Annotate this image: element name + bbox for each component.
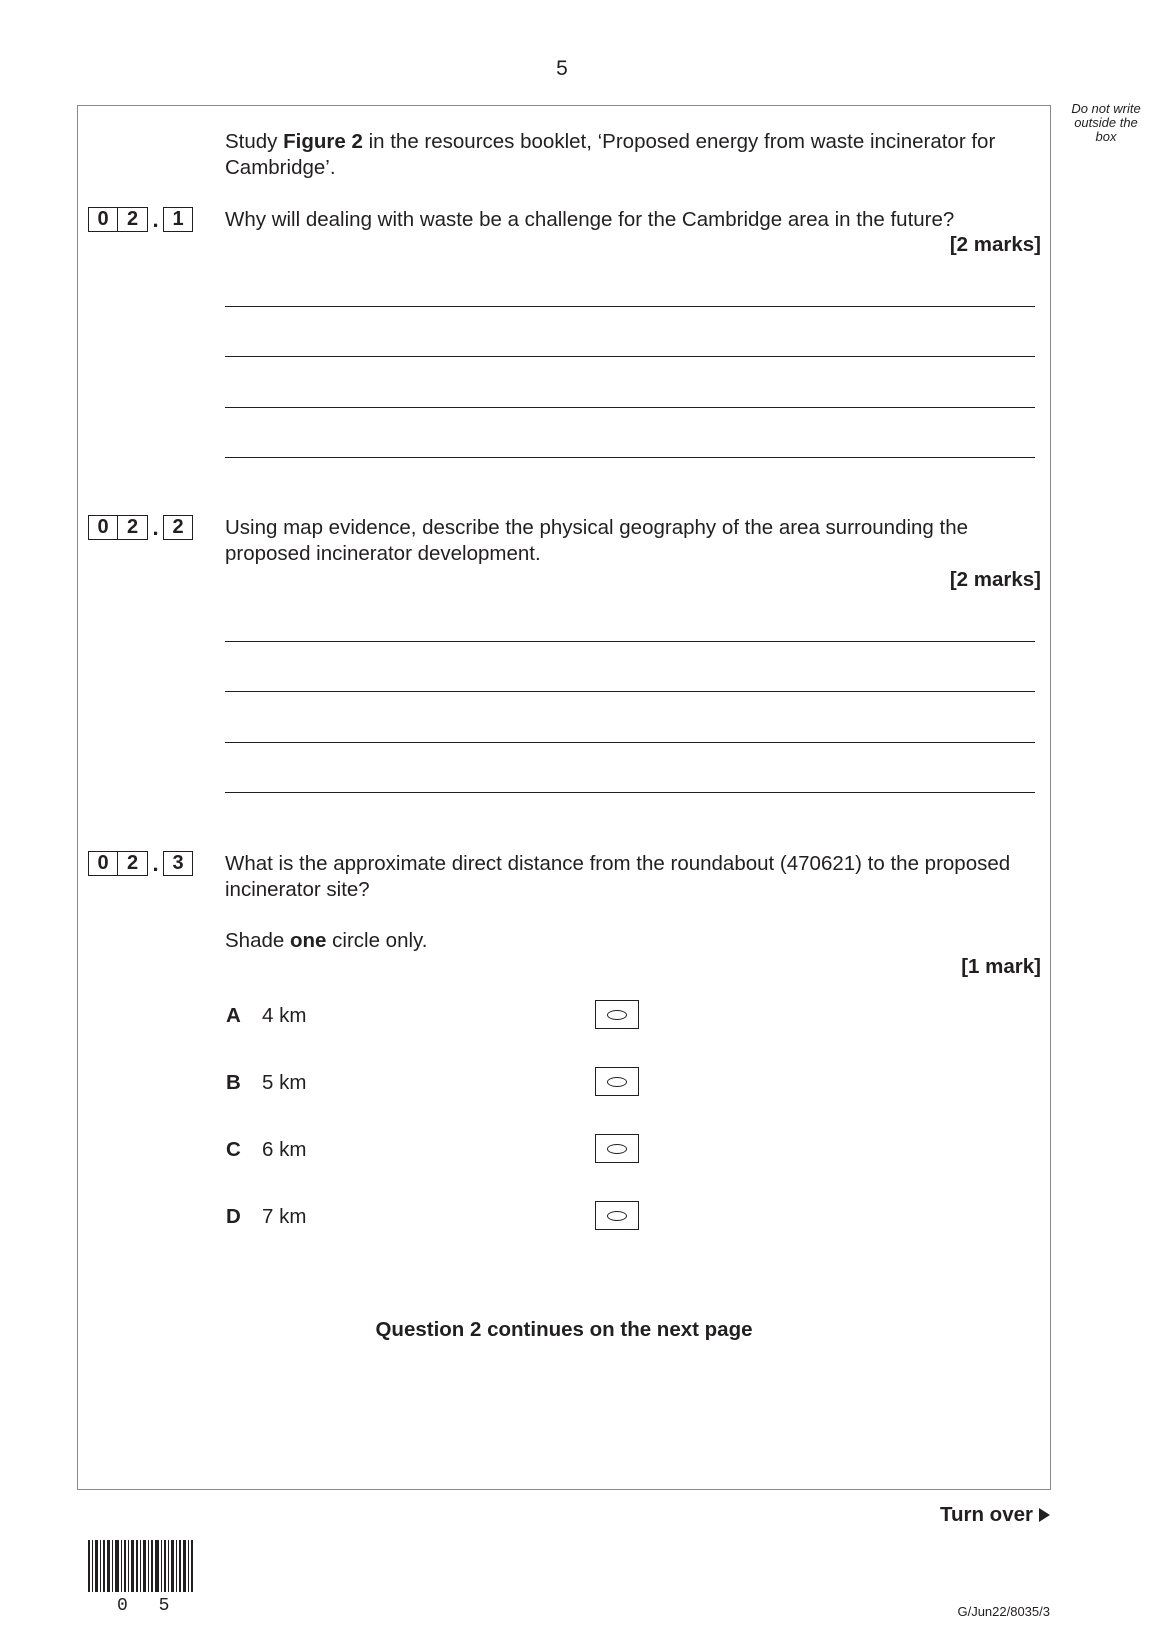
option-text-b: 5 km <box>262 1071 307 1094</box>
circle-icon <box>607 1144 627 1154</box>
question-number-02-1: 0 2 . 1 <box>88 206 193 233</box>
footer-code: G/Jun22/8035/3 <box>957 1604 1050 1619</box>
barcode <box>88 1540 194 1594</box>
question-text-02-2: Using map evidence, describe the physical geography of the area surrounding the proposed incinerator development. <box>225 516 969 565</box>
circle-icon <box>607 1077 627 1087</box>
question-number-02-2: 0 2 . 2 <box>88 514 193 541</box>
option-letter-d: D <box>226 1205 241 1228</box>
option-circle-c[interactable] <box>595 1134 639 1163</box>
continues-note: Question 2 continues on the next page <box>375 1318 753 1341</box>
circle-icon <box>607 1211 627 1221</box>
option-circle-a[interactable] <box>595 1000 639 1029</box>
shade-instruction: Shade one circle only. <box>225 929 428 952</box>
answer-line[interactable] <box>225 356 1035 357</box>
answer-line[interactable] <box>225 641 1035 642</box>
option-circle-d[interactable] <box>595 1201 639 1230</box>
question-number-02-3: 0 2 . 3 <box>88 850 193 877</box>
answer-line[interactable] <box>225 457 1035 458</box>
answer-line[interactable] <box>225 407 1035 408</box>
marks-02-1: [2 marks] <box>949 233 1041 256</box>
option-circle-b[interactable] <box>595 1067 639 1096</box>
turn-over: Turn over <box>940 1503 1050 1527</box>
answer-line[interactable] <box>225 306 1035 307</box>
figure-reference: Figure 2 <box>283 130 363 153</box>
circle-icon <box>607 1010 627 1020</box>
option-letter-c: C <box>226 1138 241 1161</box>
question-text-02-3: What is the approximate direct distance from the roundabout (470621) to the proposed incinerator site? <box>225 852 1011 901</box>
triangle-right-icon <box>1039 1508 1050 1522</box>
option-text-c: 6 km <box>262 1138 307 1161</box>
page-number: 5 <box>556 57 568 80</box>
option-letter-b: B <box>226 1071 241 1094</box>
answer-line[interactable] <box>225 691 1035 692</box>
option-text-d: 7 km <box>262 1205 307 1228</box>
barcode-digits: 0 5 <box>117 1596 180 1616</box>
option-letter-a: A <box>226 1004 241 1027</box>
answer-frame <box>77 105 1051 1490</box>
answer-line[interactable] <box>225 742 1035 743</box>
marks-02-2: [2 marks] <box>949 568 1041 591</box>
answer-line[interactable] <box>225 792 1035 793</box>
question-text-02-1: Why will dealing with waste be a challenge for the Cambridge area in the future? <box>225 208 955 231</box>
option-text-a: 4 km <box>262 1004 307 1027</box>
marks-02-3: [1 mark] <box>961 955 1041 978</box>
intro-text: Study Figure 2 in the resources booklet, ‘Proposed energy from waste incinerator for Cambridge’. <box>225 130 996 179</box>
margin-note: Do not write outside the box <box>1071 101 1141 144</box>
